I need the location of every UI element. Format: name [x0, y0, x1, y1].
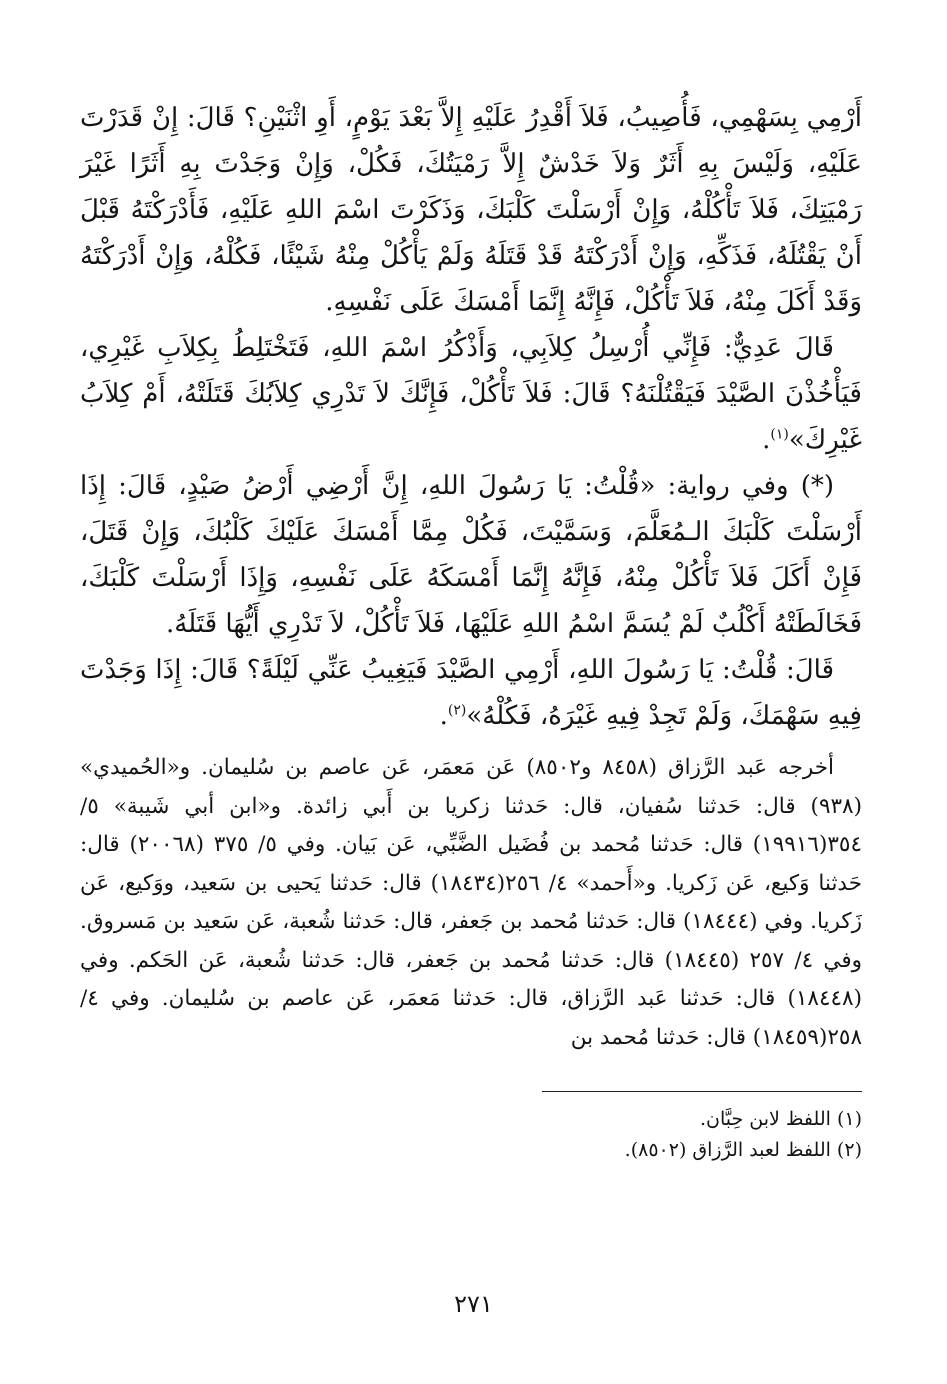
takhrij-paragraph: أخرجه عَبد الرَّزاق (٨٤٥٨ و٨٥٠٢) عَن مَعمَر، عَن عاصم بن سُليمان. و«الحُميدي» (٩٣٨) قال: حَدثنا سُفيان، قال: حَدثنا زكريا بن أَبي زائدة. و«ابن أبي شَيبة» ٥/ ٣٥٤(١٩٩١٦) قال: حَدثنا مُحمد بن فُضَيل الضَّبِّي، عَن بَيان. وفي ٥/ ٣٧٥ (٢٠٠٦٨) قال: حَدثنا وَكيع، عَن زَكريا. و«أَحمد» ٤/ ٢٥٦(١٨٤٣٤) قال: حَدثنا يَحيى بن سَعيد، ووَكيع، عَن زَكريا. وفي (١٨٤٤٤) قال: حَدثنا مُحمد بن جَعفر، قال: حَدثنا شُعبة، عَن سَعيد بن مَسروق. وفي ٤/ ٢٥٧ (١٨٤٤٥) قال: حَدثنا مُحمد بن جَعفر، قال: حَدثنا شُعبة، عَن الحَكم. وفي (١٨٤٤٨) قال: حَدثنا عَبد الرَّزاق، قال: حَدثنا مَعمَر، عَن عاصم بن سُليمان. وفي ٤/ ٢٥٨(١٨٤٥٩) قال: حَدثنا مُحمد بن	[80, 755, 863, 1050]
footnote-ref-2: (٢)	[447, 702, 467, 719]
paragraph-2-text: قَالَ عَدِيٌّ: فَإِنِّي أُرْسِلُ كِلاَبِي، وَأَذْكُرُ اسْمَ اللهِ، فَتَخْتَلِطُ بِكِلاَبِ غَيْرِي، فَيَأْخُذْنَ الصَّيْدَ فَيَقْتُلْنَهُ؟ قَالَ: فَلاَ تَأْكُلْ، فَإِنَّكَ لاَ تَدْرِي كِلاَبُكَ قَتَلَتْهُ، أَمْ كِلاَبُ غَيْرِكَ»	[80, 333, 862, 455]
footnote-2: (٢) اللفظ لعبد الرَّزاق (٨٥٠٢).	[624, 1139, 862, 1161]
main-text	[80, 95, 862, 739]
paragraph-4: قَالَ: قُلْتُ: يَا رَسُولَ اللهِ، أَرْمِي الصَّيْدَ فَيَغِيبُ عَنِّي لَيْلَةً؟ قَالَ: إِذَا وَجَدْتَ فِيهِ سَهْمَكَ، وَلَمْ تَجِدْ فِيهِ غَيْرَهُ، فَكُلْهُ»$^{(٢)}$.	[80, 655, 862, 731]
takhrij-section	[80, 749, 862, 1057]
paragraph-2: قَالَ عَدِيٌّ: فَإِنِّي أُرْسِلُ كِلاَبِي، وَأَذْكُرُ اسْمَ اللهِ، فَتَخْتَلِطُ بِكِلاَبِ غَيْرِي، فَيَأْخُذْنَ الصَّيْدَ فَيَقْتُلْنَهُ؟ قَالَ: فَلاَ تَأْكُلْ، فَإِنَّكَ لاَ تَدْرِي كِلاَبُكَ قَتَلَتْهُ، أَمْ كِلاَبُ غَيْرِكَ»$^{(١)}$.	[80, 333, 862, 455]
paragraph-4-text: قَالَ: قُلْتُ: يَا رَسُولَ اللهِ، أَرْمِي الصَّيْدَ فَيَغِيبُ عَنِّي لَيْلَةً؟ قَالَ: إِذَا وَجَدْتَ فِيهِ سَهْمَكَ، وَلَمْ تَجِدْ فِيهِ غَيْرَهُ، فَكُلْهُ»	[80, 655, 862, 731]
footnote-1: (١) اللفظ لابن حِبَّان.	[699, 1108, 862, 1130]
footnote-ref-1: (١)	[770, 426, 789, 443]
page-number: ٢٧١	[454, 1290, 493, 1318]
footnote-separator	[542, 1091, 862, 1092]
paragraph-1: أَرْمِي بِسَهْمِي، فَأُصِيبُ، فَلاَ أَقْدِرُ عَلَيْهِ إِلاَّ بَعْدَ يَوْمٍ، أَوِ اثْنَيْنِ؟ قَالَ: إِنْ قَدَرْتَ عَلَيْهِ، وَلَيْسَ بِهِ أَثَرٌ وَلاَ خَدْشٌ إِلاَّ رَمْيَتُكَ، فَكُلْ، وَإِنْ وَجَدْتَ بِهِ أَثَرًا غَيْرَ رَمْيَتِكَ، فَلاَ تَأْكُلْهُ، وَإِنْ أَرْسَلْتَ كَلْبَكَ، وَذَكَرْتَ اسْمَ اللهِ عَلَيْهِ، فَأَدْرَكْتَهُ قَبْلَ أَنْ يَقْتُلَهُ، فَذَكِّهِ، وَإِنْ أَدْرَكْتَهُ قَدْ قَتَلَهُ وَلَمْ يَأْكُلْ مِنْهُ شَيْئًا، فَكُلْهُ، وَإِنْ أَدْرَكْتَهُ وَقَدْ أَكَلَ مِنْهُ، فَلاَ تَأْكُلْ، فَإِنَّهُ إِنَّمَا أَمْسَكَ عَلَى نَفْسِهِ.	[80, 103, 862, 317]
footnotes	[80, 1104, 862, 1166]
paragraph-3: (*) وفي رواية: «قُلْتُ: يَا رَسُولَ اللهِ، إِنَّ أَرْضِي أَرْضُ صَيْدٍ، قَالَ: إِذَا أَرْسَلْتَ كَلْبَكَ الـمُعَلَّمَ، وَسَمَّيْتَ، فَكُلْ مِمَّا أَمْسَكَ عَلَيْكَ كَلْبُكَ، وَإِنْ قَتَلَ، فَإِنْ أَكَلَ فَلاَ تَأْكُلْ مِنْهُ، فَإِنَّهُ إِنَّمَا أَمْسَكَهُ عَلَى نَفْسِهِ، وَإِذَا أَرْسَلْتَ كَلْبَكَ، فَخَالَطَتْهُ أَكْلُبٌ لَمْ يُسَمَّ اسْمُ اللهِ عَلَيْهَا، فَلاَ تَأْكُلْ، لاَ تَدْرِي أَيُّهَا قَتَلَهُ.	[80, 471, 862, 639]
